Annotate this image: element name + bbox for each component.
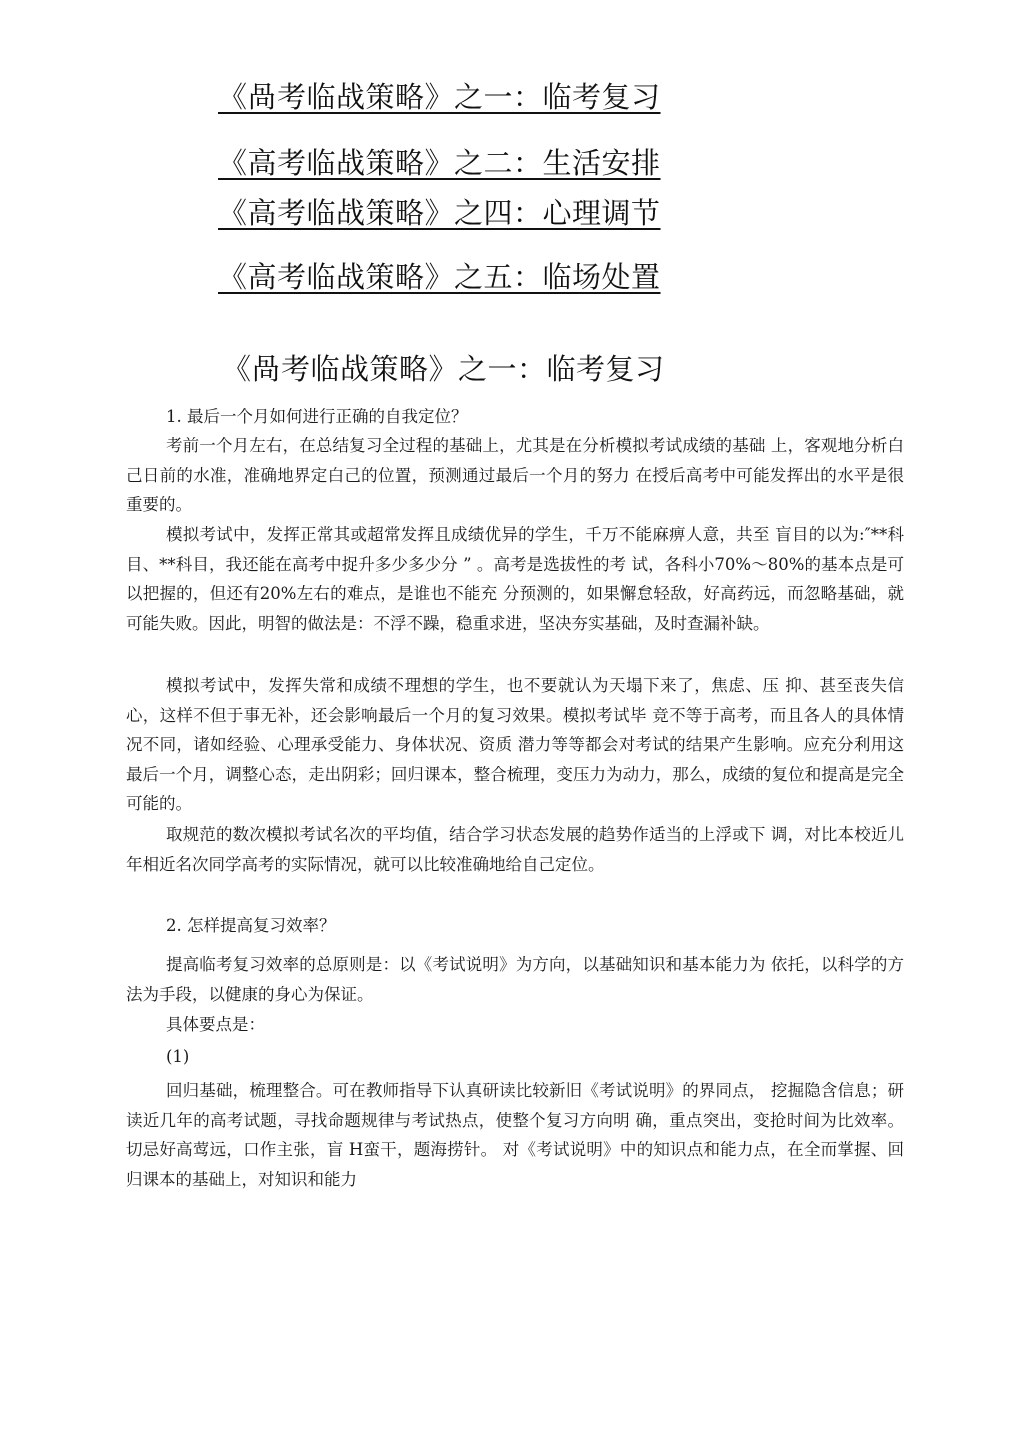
toc-link-life-arrangement[interactable]: 《高考临战策略》之二：生活安排 <box>218 146 661 180</box>
toc-link-review[interactable]: 《咼考临战策略》之一：临考复习 <box>218 80 661 114</box>
paragraph: 取规范的数次模拟考试名次的平均值，结合学习状态发展的趋势作适当的上浮或下 调，对比本校近儿年相近名次同学高考的实际情况，就可以比较准确地给自己定位。 <box>126 825 904 874</box>
paragraph: 模拟考试中，发挥失常和成绩不理想的学生，也不要就认为天塌下来了，焦虑、压 抑、甚至丧失信心，这样不但于事无补，还会影响最后一个月的复习效果。模拟考试毕 竞不等于高考，而且各人的具体情况不同，诸如经验、心理承受能力、身体状况、资质 潜力等等都会对考试的结果产生影响。应充分利用这最后一个月，调整心态，走出阴彩；回归课本，整合梳理，变压力为动力，那么，成绩的复位和提高是完全可能的。 <box>126 676 904 813</box>
question-heading-1: 1. 最后一个月如何进行正确的自我定位？ <box>166 407 468 426</box>
paragraph: 模拟考试中，发挥正常其或超常发挥且成绩优异的学生，千万不能麻痹人意，共至 盲目的以为:″**科目、**科目，我还能在高考中捉升多少多少分 ” 。高考是选拔性的考 试，各科小70%〜80%的基本点是可以把握的，但还有20%左右的难点，是谁也不能充 分预测的，如果懈怠轻敌，好高药远，而忽略基础，就可能失败。因此，明智的做法是：不浮不躁，稳重求进，坚决夯实基础，及时查漏补缺。 <box>126 525 904 633</box>
section-title: 《咼考临战策略》之一：临考复习 <box>222 352 665 386</box>
paragraph: 回归基础，梳理整合。可在教师指导下认真研读比较新旧《考试说明》的界同点， 挖掘隐含信息；研读近几年的高考试题，寻找命题规律与考试热点，使整个复习方向明 确，重点突出，变抢时间为比效率。切忌好高莺远，口作主张，盲 H蛮干，题海捞针。 对《考试说明》中的知识点和能力点，在全而掌握、回归课本的基础上，对知识和能力 <box>126 1081 904 1189</box>
paragraph: 提高临考复习效率的总原则是：以《考试说明》为方向，以基础知识和基本能力为 依托，以科学的方法为手段，以健康的身心为保证。 <box>126 955 904 1004</box>
toc-link-on-site-handling[interactable]: 《高考临战策略》之五：临场处置 <box>218 260 661 294</box>
paragraph: 考前一个月左右，在总结复习全过程的基础上，尤其是在分析模拟考试成绩的基础 上，客观地分析白己日前的水准，准确地界定白己的位置，预测通过最后一个月的努力 在授后高考中可能发挥出的水平是很重要的。 <box>126 436 904 514</box>
question-heading-2: 2. 怎样提高复习效率？ <box>166 916 336 935</box>
toc-link-psychological-adjustment[interactable]: 《高考临战策略》之四：心理调节 <box>218 196 661 230</box>
key-points-label: 具体要点是： <box>166 1015 265 1034</box>
list-item-marker: (1) <box>166 1047 190 1066</box>
